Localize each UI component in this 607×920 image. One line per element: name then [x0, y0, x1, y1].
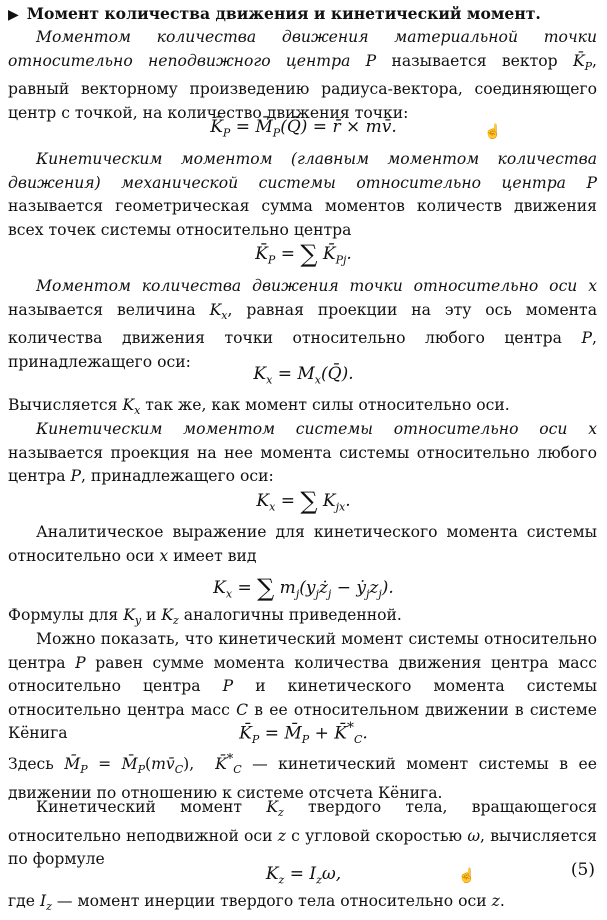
- triangle-marker-icon: ▶: [8, 7, 19, 23]
- note-axis-moment: Вычисляется $K_x$ так же, как момент силы относительно оси.: [8, 396, 510, 418]
- hand-cursor-icon: ☝: [458, 868, 476, 884]
- definition-term: Кинетическим моментом системы относительно оси x: [36, 420, 597, 438]
- section-heading: [8, 2, 597, 28]
- equation-analytic: $K_x$ = ∑ $m_j(y_jż_j$ − $ẏ_jz_j$).: [213, 574, 394, 602]
- equation-point-momentum: $K̄_P$ = $M̄_P(Q̄)$ = r̄ × mv̄.: [210, 117, 397, 140]
- definition-term: Моментом количества движения материальной точки относительно неподвижного центра P: [8, 28, 597, 70]
- analytic-expression-text: Аналитическое выражение для кинетического момента системы относительно оси x имеет вид: [8, 523, 597, 565]
- definition-point-momentum-axis: Моментом количества движения точки относительно оси x называется величина $K_x$, равная проекции на эту ось момента количества движения точки относительно любого центра P, принадлежащего оси:: [8, 277, 597, 371]
- definition-term: Моментом количества движения точки относительно оси x: [36, 277, 597, 295]
- rigid-body-text: Кинетический момент $K_z$ твердого тела, вращающегося относительно неподвижной оси z с угловой скоростью ω, вычисляется по формуле: [8, 798, 597, 869]
- equation-point-momentum-axis: $K_x$ = $M_x(Q̄)$.: [253, 364, 354, 387]
- equation-number: (5): [570, 860, 595, 880]
- definition-kinetic-moment-center: Кинетическим моментом (главным моментом количества движения) механической системы относительно центра P называется геометрическая сумма моментов количеств движения всех точек системы относительно центра: [8, 150, 597, 239]
- equation-kinetic-moment-axis: $K_x$ = ∑ $K_{jx}$.: [256, 487, 351, 515]
- hand-cursor-icon: ☝: [484, 124, 502, 140]
- definition-point-momentum: Моментом количества движения материальной точки относительно неподвижного центра P называется вектор $K̄_P$, равный векторному произведению радиуса-вектора, соединяющего центр с точкой, на количество движения точки:: [8, 28, 597, 122]
- equation-kinetic-moment-center: $K̄_P$ = ∑ $K̄_{Pj}$.: [255, 240, 352, 268]
- definition-kinetic-moment-axis: Кинетическим моментом системы относительно оси x называется проекция на нее момента системы относительно любого центра P, принадлежащего оси:: [8, 420, 597, 486]
- equation-koenig: $K̄_P$ = $M̄_P$ + $K̄^*_C$.: [239, 720, 368, 747]
- koenig-notation-text: Здесь $M̄_P$ = $M̄_P(mv̄_C)$, $K̄^*_C$ — кинетический момент системы в ее движении по отношению к системе отсчета Кёнига.: [8, 752, 597, 802]
- definition-term: Кинетическим моментом (главным моментом количества движения) механической системы относительно центра P: [8, 150, 597, 192]
- section-title: Момент количества движения и кинетический момент.: [26, 4, 541, 23]
- moment-of-inertia-note: где $I_z$ — момент инерции твердого тела относительно оси z.: [8, 892, 505, 914]
- note-similar-formulas: Формулы для $K_y$ и $K_z$ аналогичны приведенной.: [8, 606, 402, 628]
- koenig-theorem-text: Можно показать, что кинетический момент системы относительно центра P равен сумме момента количества движения центра масс относительно центра P и кинетического момента системы относительно центра масс C в ее относительном движении в системе Кёнига: [8, 630, 598, 743]
- equation-rigid-body: $K_z = I_z\omega$,: [265, 864, 342, 887]
